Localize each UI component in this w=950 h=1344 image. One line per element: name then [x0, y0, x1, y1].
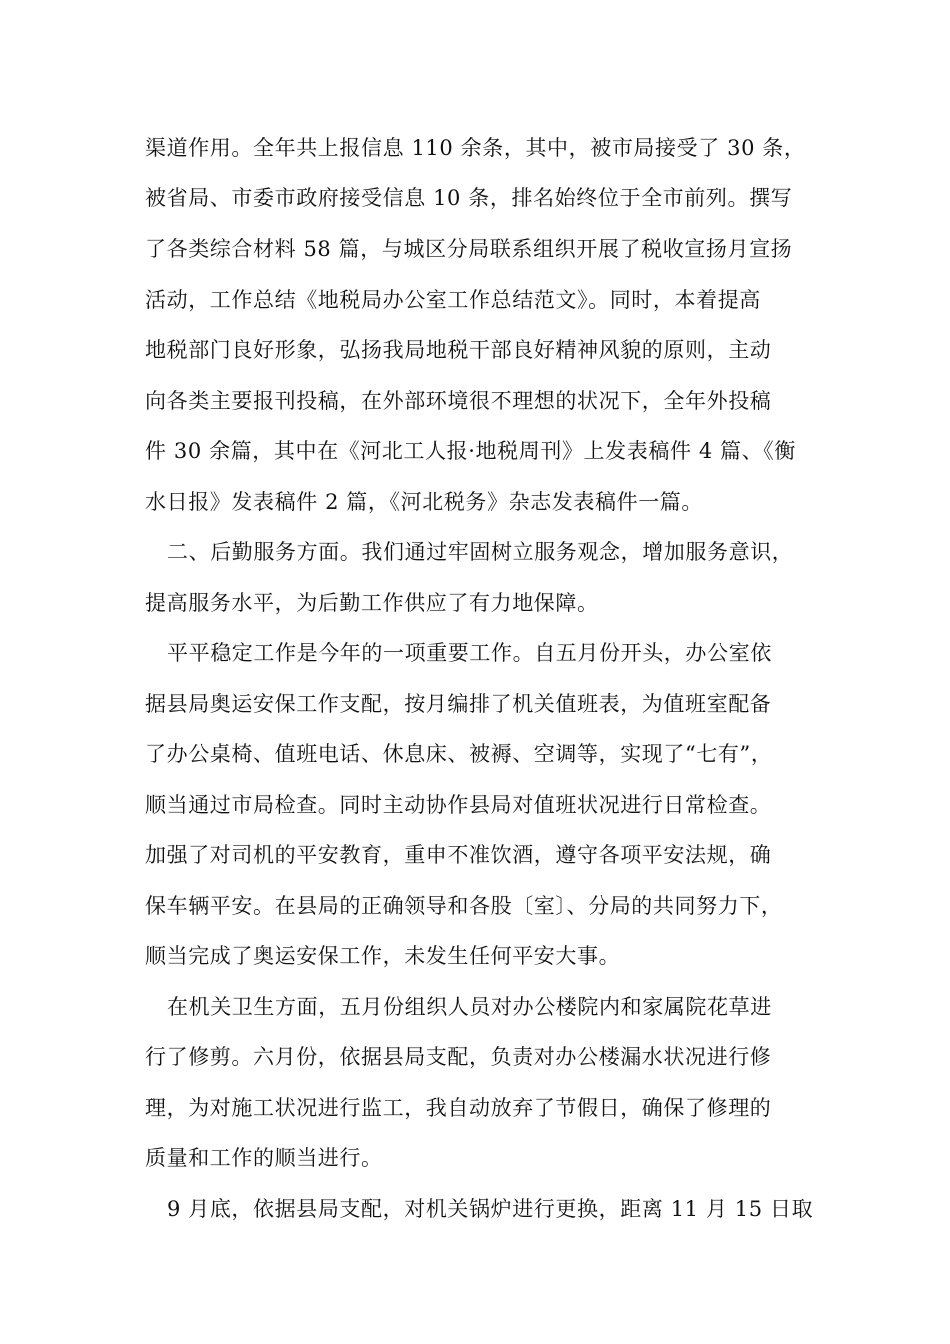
text-line: 行了修剪。六月份，依据县局支配，负责对办公楼漏水状况进行修 — [145, 1045, 772, 1069]
text-line: 据县局奥运安保工作支配，按月编排了机关值班表，为值班室配备 — [145, 692, 772, 716]
text-line: 了办公桌椅、值班电话、休息床、被褥、空调等，实现了“七有”， — [145, 742, 773, 766]
text-line: 被省局、市委市政府接受信息 10 条，排名始终位于全市前列。撰写 — [145, 186, 793, 210]
text-line: 渠道作用。全年共上报信息 110 余条，其中，被市局接受了 30 条， — [145, 136, 806, 160]
text-line: 加强了对司机的平安教育，重申不准饮酒，遵守各项平安法规，确 — [145, 843, 772, 867]
text-line: 了各类综合材料 58 篇，与城区分局联系组织开展了税收宣扬月宣扬 — [145, 237, 793, 261]
text-line: 顺当完成了奥运安保工作，未发生任何平安大事。 — [145, 944, 621, 968]
text-line: 件 30 余篇，其中在《河北工人报·地税周刊》上发表稿件 4 篇、《衡 — [145, 439, 796, 463]
text-line: 活动，工作总结《地税局办公室工作总结范文》。同时，本着提高 — [145, 288, 761, 312]
text-line: 平平稳定工作是今年的一项重要工作。自五月份开头，办公室依 — [167, 641, 772, 665]
text-line: 提高服务水平，为后勤工作供应了有力地保障。 — [145, 591, 599, 615]
text-line: 水日报》发表稿件 2 篇，《河北税务》杂志发表稿件一篇。 — [145, 490, 704, 514]
text-line: 在机关卫生方面，五月份组织人员对办公楼院内和家属院花草进 — [167, 995, 772, 1019]
text-line: 向各类主要报刊投稿，在外部环境很不理想的状况下，全年外投稿 — [145, 389, 772, 413]
text-line: 9 月底，依据县局支配，对机关锅炉进行更换，距离 11 月 15 日取 — [167, 1197, 814, 1221]
text-line: 地税部门良好形象，弘扬我局地税干部良好精神风貌的原则，主动 — [145, 338, 772, 362]
text-line: 质量和工作的顺当进行。 — [145, 1146, 383, 1170]
text-line: 二、后勤服务方面。我们通过牢固树立服务观念，增加服务意识， — [167, 540, 794, 564]
text-line: 理，为对施工状况进行监工，我自动放弃了节假日，确保了修理的 — [145, 1096, 772, 1120]
text-line: 顺当通过市局检查。同时主动协作县局对值班状况进行日常检查。 — [145, 793, 772, 817]
text-line: 保车辆平安。在县局的正确领导和各股〔室〕、分局的共同努力下， — [145, 894, 783, 918]
